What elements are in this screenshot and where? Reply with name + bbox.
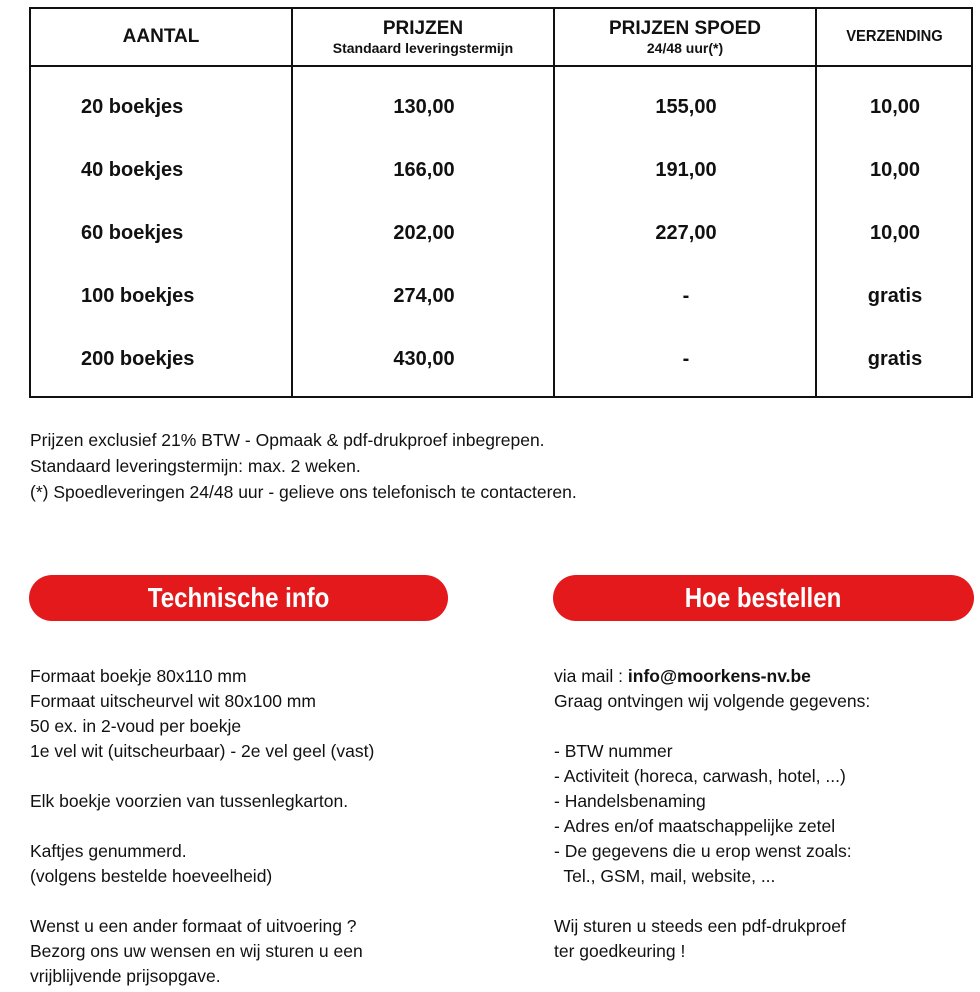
- order-line: Wij sturen u steeds een pdf-drukproef: [554, 916, 846, 936]
- mail-line: [554, 664, 974, 689]
- header-spoed-label: PRIJZEN SPOED: [608, 17, 762, 39]
- info-line: [30, 764, 530, 789]
- standard-price-cell: 166,00: [393, 159, 455, 181]
- mail-prefix: via mail :: [554, 666, 628, 686]
- shipping-cell: 10,00: [869, 96, 921, 118]
- order-line: [554, 714, 974, 739]
- price-notes: [30, 427, 577, 505]
- express-price-cell: 227,00: [655, 222, 717, 244]
- info-line: Formaat uitscheurvel wit 80x100 mm: [30, 691, 316, 711]
- order-line: - Activiteit (horeca, carwash, hotel, ...): [554, 766, 846, 786]
- qty-cell: 20 boekjes: [81, 96, 184, 118]
- email-link[interactable]: info@moorkens-nv.be: [627, 666, 811, 686]
- standard-price-cell: 202,00: [393, 222, 455, 244]
- header-aantal-label: AANTAL: [122, 26, 200, 47]
- order-line: - BTW nummer: [554, 741, 673, 761]
- shipping-cell: 10,00: [869, 159, 921, 181]
- note-line: (*) Spoedleveringen 24/48 uur - gelieve ons telefonisch te contacteren.: [30, 482, 577, 502]
- header-divider: [31, 65, 971, 67]
- standard-price-cell: 130,00: [393, 96, 455, 118]
- header-prijzen-label: PRIJZEN: [382, 17, 464, 39]
- hoe-bestellen-banner: [553, 575, 974, 621]
- technische-info-banner: [29, 575, 448, 621]
- column-divider: [553, 9, 555, 396]
- express-price-cell: -: [682, 285, 690, 307]
- shipping-cell: gratis: [867, 285, 923, 307]
- order-line: - Handelsbenaming: [554, 791, 706, 811]
- hoe-bestellen-text: [554, 664, 974, 964]
- shipping-cell: gratis: [867, 348, 923, 370]
- table-row: [31, 92, 971, 122]
- technische-info-title: Technische info: [147, 582, 330, 613]
- info-line: 1e vel wit (uitscheurbaar) - 2e vel geel (vast): [30, 741, 375, 761]
- order-line: - De gegevens die u erop wenst zoals:: [554, 841, 852, 861]
- info-line: (volgens bestelde hoeveelheid): [30, 866, 273, 886]
- qty-cell: 100 boekjes: [81, 285, 195, 307]
- standard-price-cell: 274,00: [393, 285, 455, 307]
- express-price-cell: 155,00: [655, 96, 717, 118]
- info-line: Kaftjes genummerd.: [30, 841, 187, 861]
- qty-cell: 200 boekjes: [81, 348, 195, 370]
- order-line: - Adres en/of maatschappelijke zetel: [554, 816, 836, 836]
- shipping-cell: 10,00: [869, 222, 921, 244]
- order-line: Graag ontvingen wij volgende gegevens:: [554, 691, 871, 711]
- table-row: [31, 218, 971, 248]
- table-row: [31, 155, 971, 185]
- order-line: ter goedkeuring !: [554, 941, 686, 961]
- qty-cell: 60 boekjes: [81, 222, 184, 244]
- qty-cell: 40 boekjes: [81, 159, 184, 181]
- header-spoed-sub: 24/48 uur(*): [646, 39, 724, 56]
- express-price-cell: -: [682, 348, 690, 370]
- table-row: [31, 281, 971, 311]
- header-spoed: [555, 9, 815, 65]
- header-verzending-label: VERZENDING: [845, 28, 943, 45]
- header-verzending: [817, 9, 971, 65]
- order-line: Tel., GSM, mail, website, ...: [554, 866, 776, 886]
- column-divider: [291, 9, 293, 396]
- info-line: Elk boekje voorzien van tussenlegkarton.: [30, 791, 349, 811]
- info-line: Bezorg ons uw wensen en wij sturen u een: [30, 941, 363, 961]
- column-divider: [815, 9, 817, 396]
- table-row: [31, 344, 971, 374]
- standard-price-cell: 430,00: [393, 348, 455, 370]
- info-line: Wenst u een ander formaat of uitvoering ?: [30, 916, 357, 936]
- info-line: [30, 814, 530, 839]
- price-table: [29, 7, 973, 398]
- header-prijzen: [293, 9, 553, 65]
- note-line: Standaard leveringstermijn: max. 2 weken.: [30, 456, 361, 476]
- header-aantal: [31, 9, 291, 65]
- technische-info-text: [30, 664, 530, 989]
- hoe-bestellen-title: Hoe bestellen: [685, 582, 842, 613]
- info-line: 50 ex. in 2-voud per boekje: [30, 716, 242, 736]
- info-line: Formaat boekje 80x110 mm: [30, 666, 247, 686]
- order-line: [554, 889, 974, 914]
- express-price-cell: 191,00: [655, 159, 717, 181]
- header-prijzen-sub: Standaard leveringstermijn: [332, 39, 514, 56]
- info-line: vrijblijvende prijsopgave.: [30, 966, 221, 986]
- info-line: [30, 889, 530, 914]
- note-line: Prijzen exclusief 21% BTW - Opmaak & pdf-drukproef inbegrepen.: [30, 430, 545, 450]
